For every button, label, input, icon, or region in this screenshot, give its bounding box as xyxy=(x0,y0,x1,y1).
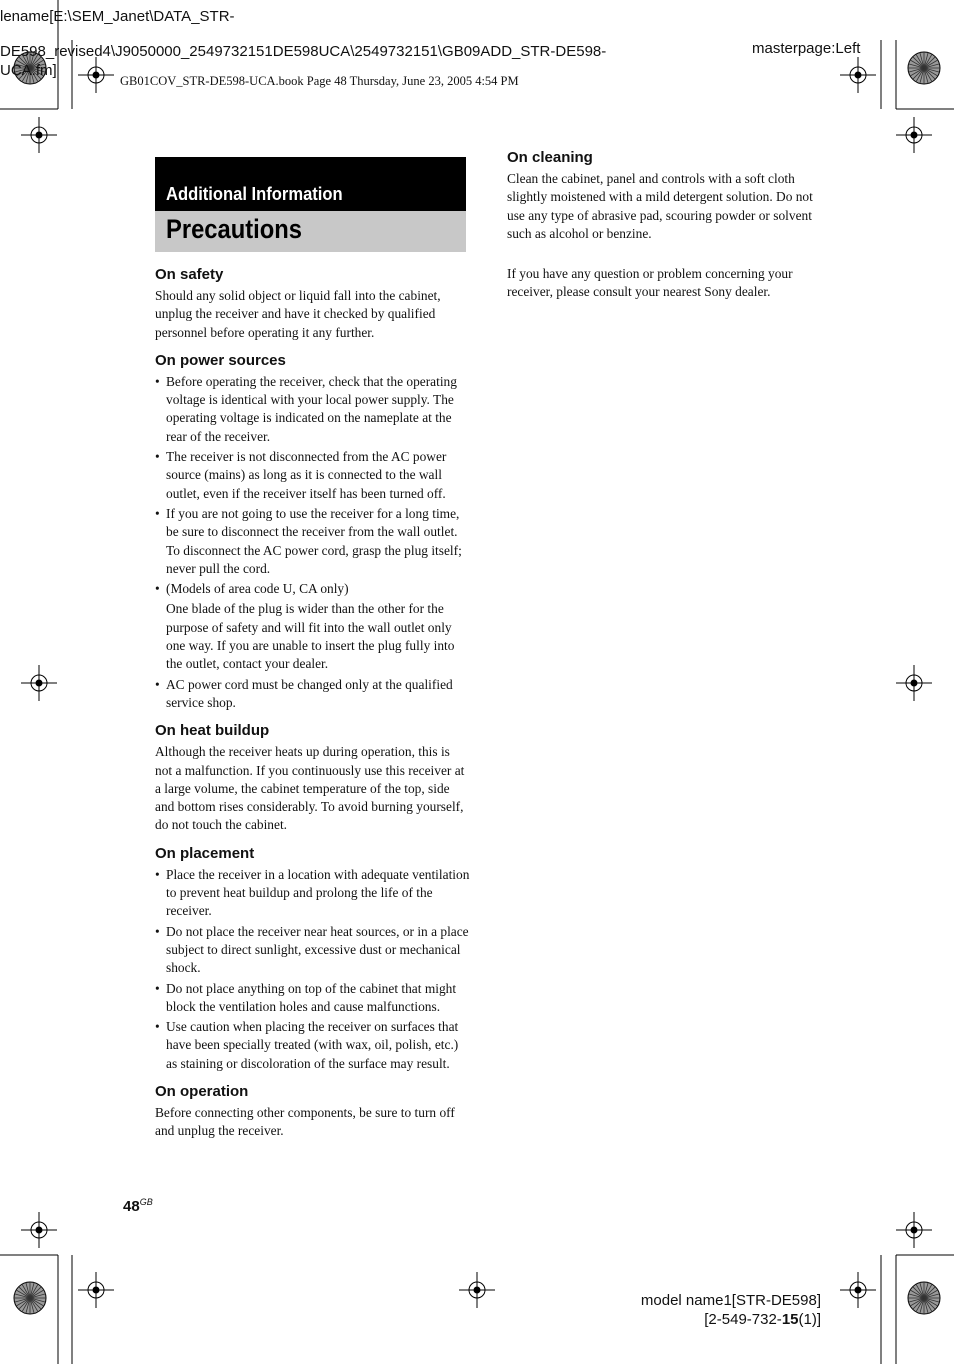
starburst-icon xyxy=(14,1282,46,1314)
section-power xyxy=(155,352,470,712)
crosshair-icon xyxy=(21,665,57,701)
page-title: Precautions xyxy=(166,214,303,244)
model-code-prefix: [2-549-732- xyxy=(704,1311,782,1328)
heading-operation: On operation xyxy=(155,1082,249,1100)
bullet-icon: • xyxy=(155,923,160,939)
crosshair-icon xyxy=(840,57,876,93)
model-code-bold: 15 xyxy=(781,1311,799,1328)
filename-line-1: lename[E:\SEM_Janet\DATA_STR- xyxy=(0,8,235,25)
heading-banner xyxy=(155,211,466,252)
page-number-value: 48 xyxy=(123,1198,140,1215)
crosshair-icon xyxy=(896,1212,932,1248)
crosshair-icon xyxy=(896,117,932,153)
list-item-text: (Models of area code U, CA only) xyxy=(166,581,349,597)
bullet-icon: • xyxy=(155,449,160,465)
model-code-suffix: (1)] xyxy=(798,1311,821,1328)
section-safety xyxy=(155,266,470,342)
section-title: Additional Information xyxy=(166,184,343,204)
list-item xyxy=(155,980,470,1017)
crosshair-icon xyxy=(78,1272,114,1308)
text-contact: If you have any question or problem concerning your receiver, please consult your nearest Sony dealer. xyxy=(507,266,793,300)
left-column xyxy=(155,266,470,1151)
model-line-1: model name1[STR-DE598] xyxy=(640,1292,821,1309)
bullet-icon: • xyxy=(155,581,160,597)
list-item xyxy=(155,448,470,503)
list-item xyxy=(155,866,470,921)
list-item xyxy=(155,923,470,978)
page-number xyxy=(123,1197,153,1215)
text-cleaning: Clean the cabinet, panel and controls with a soft cloth slightly moistened with a mild detergent solution. Do not use any type of abrasive pad, scouring powder or solvent such as alcohol or benzine. xyxy=(507,171,813,241)
right-column xyxy=(507,149,822,302)
list-item-text: Use caution when placing the receiver on surfaces that have been specially treated (with wax, oil, polish, etc.) as staining or discoloration of the surface may result. xyxy=(166,1019,459,1071)
crosshair-icon xyxy=(896,665,932,701)
list-item-note: One blade of the plug is wider than the other for the purpose of safety and will fit into the wall outlet only one way. If you are unable to insert the plug fully into the outlet, contact your dealer. xyxy=(166,601,455,672)
section-banner xyxy=(155,157,466,211)
section-operation xyxy=(155,1083,470,1141)
crosshair-icon xyxy=(21,1212,57,1248)
masterpage-label: masterpage:Left xyxy=(752,40,861,57)
list-item-text: Do not place the receiver near heat sources, or in a place subject to direct sunlight, excessive dust or mechanical shock. xyxy=(166,923,469,976)
list-item-text: If you are not going to use the receiver for a long time, be sure to disconnect the receiver from the wall outlet. To disconnect the AC power cord, grasp the plug itself; never pull the cord. xyxy=(166,505,462,576)
list-item xyxy=(155,505,470,578)
heading-safety: On safety xyxy=(155,266,224,283)
bullet-icon: • xyxy=(155,505,160,521)
crosshair-icon xyxy=(21,117,57,153)
list-item-text: Place the receiver in a location with adequate ventilation to prevent heat buildup and prolong the life of the receiver. xyxy=(166,866,470,919)
list-item-text: AC power cord must be changed only at the qualified service shop. xyxy=(166,676,453,710)
section-placement xyxy=(155,845,470,1073)
text-heat: Although the receiver heats up during operation, this is not a malfunction. If you continuously use this receiver at a large volume, the cabinet temperature of the top, side and bottom rises considerably. To avoid burning yourself, do not touch the cabinet. xyxy=(155,744,465,833)
text-operation: Before connecting other components, be sure to turn off and unplug the receiver. xyxy=(155,1104,455,1139)
heading-placement: On placement xyxy=(155,844,255,862)
bullet-icon: • xyxy=(155,373,160,389)
starburst-icon xyxy=(908,52,940,84)
bullet-icon: • xyxy=(155,980,160,996)
heading-heat: On heat buildup xyxy=(155,722,270,740)
bullet-icon: • xyxy=(155,866,160,882)
bullet-icon: • xyxy=(155,676,160,692)
list-item-text: Before operating the receiver, check that the operating voltage is identical with your local power supply. The operating voltage is indicated on the nameplate at the rear of the receiver. xyxy=(166,373,457,444)
list-item xyxy=(155,580,470,673)
heading-cleaning: On cleaning xyxy=(507,149,593,166)
section-heat xyxy=(155,722,470,834)
crosshair-icon xyxy=(78,57,114,93)
section-cleaning xyxy=(507,149,822,243)
starburst-icon xyxy=(908,1282,940,1314)
filename-line-3: UCA.fm] xyxy=(0,62,57,79)
bullet-icon: • xyxy=(155,1019,160,1035)
list-item xyxy=(155,373,470,446)
list-item-text: The receiver is not disconnected from the AC power source (mains) as long as it is connected to the wall outlet, even if the receiver itself has been turned off. xyxy=(166,449,447,501)
book-info: GB01COV_STR-DE598-UCA.book Page 48 Thursday, June 23, 2005 4:54 PM xyxy=(120,74,519,88)
list-item-text: Do not place anything on top of the cabinet that might block the ventilation holes and cause malfunctions. xyxy=(166,980,457,1014)
crosshair-icon xyxy=(840,1272,876,1308)
page-number-suffix: GB xyxy=(139,1197,153,1207)
text-safety: Should any solid object or liquid fall into the cabinet, unplug the receiver and have it checked by qualified personnel before operating it any further. xyxy=(155,288,441,340)
list-item xyxy=(155,676,470,713)
heading-power: On power sources xyxy=(155,351,286,369)
model-line-2 xyxy=(704,1311,821,1328)
crosshair-icon xyxy=(459,1272,495,1308)
list-item xyxy=(155,1018,470,1073)
filename-line-2: DE598_revised4\J9050000_2549732151DE598UCA\2549732151\GB09ADD_STR-DE598- xyxy=(0,43,607,60)
